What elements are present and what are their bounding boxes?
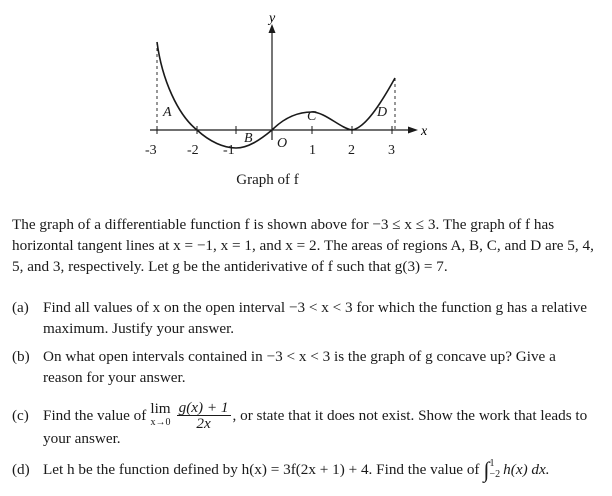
integral-upper-limit: 1: [489, 458, 495, 469]
y-axis-label: y: [269, 11, 276, 26]
question-d-pre: Let h be the function defined by h(x) = 3f(2x + 1) + 4. Find the value of: [43, 460, 480, 478]
fraction-numerator: g(x) + 1: [178, 399, 229, 416]
figure-caption: Graph of f: [236, 172, 299, 188]
region-label-d: D: [377, 105, 388, 120]
x-tick-label-neg2: -2: [187, 143, 199, 158]
limit-fraction: [177, 400, 231, 431]
graph-of-f-figure: [0, 0, 612, 200]
intro-line-2: horizontal tangent lines at x = −1, x = 1, and x = 2. The areas of regions A, B, C, and D are 5, 4,: [12, 237, 594, 254]
region-label-c: C: [307, 109, 317, 124]
question-c-line-2: your answer.: [43, 430, 121, 447]
question-b-line-2: reason for your answer.: [43, 369, 186, 386]
question-a: [12, 297, 587, 318]
limit-subscript: x→0: [150, 416, 171, 428]
question-b: [12, 346, 556, 367]
question-d-label: (d): [12, 460, 30, 478]
origin-label: O: [277, 136, 288, 151]
x-tick-label-3: 3: [388, 143, 395, 158]
fraction-denominator: 2x: [196, 415, 211, 432]
x-tick-label-neg1: -1: [223, 143, 235, 158]
question-c-label: (c): [12, 407, 29, 424]
question-c-post: , or state that it does not exist. Show the work that leads to: [232, 407, 588, 424]
integrand: h(x) dx.: [503, 460, 550, 478]
integral-sign: ∫: [483, 456, 490, 482]
intro-line-3: 5, and 3, respectively. Let g be the antiderivative of f such that g(3) = 7.: [12, 258, 448, 275]
question-b-line-1: On what open intervals contained in −3 < x < 3 is the graph of g concave up? Give a: [43, 348, 556, 365]
intro-line-1: The graph of a differentiable function f is shown above for −3 ≤ x ≤ 3. The graph of f has: [12, 216, 555, 233]
question-b-label: (b): [12, 348, 30, 365]
limit-operator: lim: [150, 399, 171, 417]
x-axis-label: x: [421, 124, 428, 139]
question-a-line-1: Find all values of x on the open interval −3 < x < 3 for which the function g has a relative: [43, 299, 588, 316]
question-a-label: (a): [12, 299, 29, 316]
region-label-a: A: [163, 105, 172, 120]
question-c-pre: Find the value of: [43, 407, 147, 424]
x-axis-arrow: [408, 127, 418, 134]
x-tick-label-neg3: -3: [145, 143, 157, 158]
question-d: [12, 458, 550, 480]
question-c: [12, 400, 587, 431]
x-tick-label-2: 2: [348, 143, 355, 158]
region-label-b: B: [244, 131, 253, 146]
question-a-line-2: maximum. Justify your answer.: [43, 320, 235, 337]
integral-lower-limit: −2: [489, 469, 501, 480]
curve-of-f: [157, 42, 395, 148]
x-tick-label-1: 1: [309, 143, 316, 158]
